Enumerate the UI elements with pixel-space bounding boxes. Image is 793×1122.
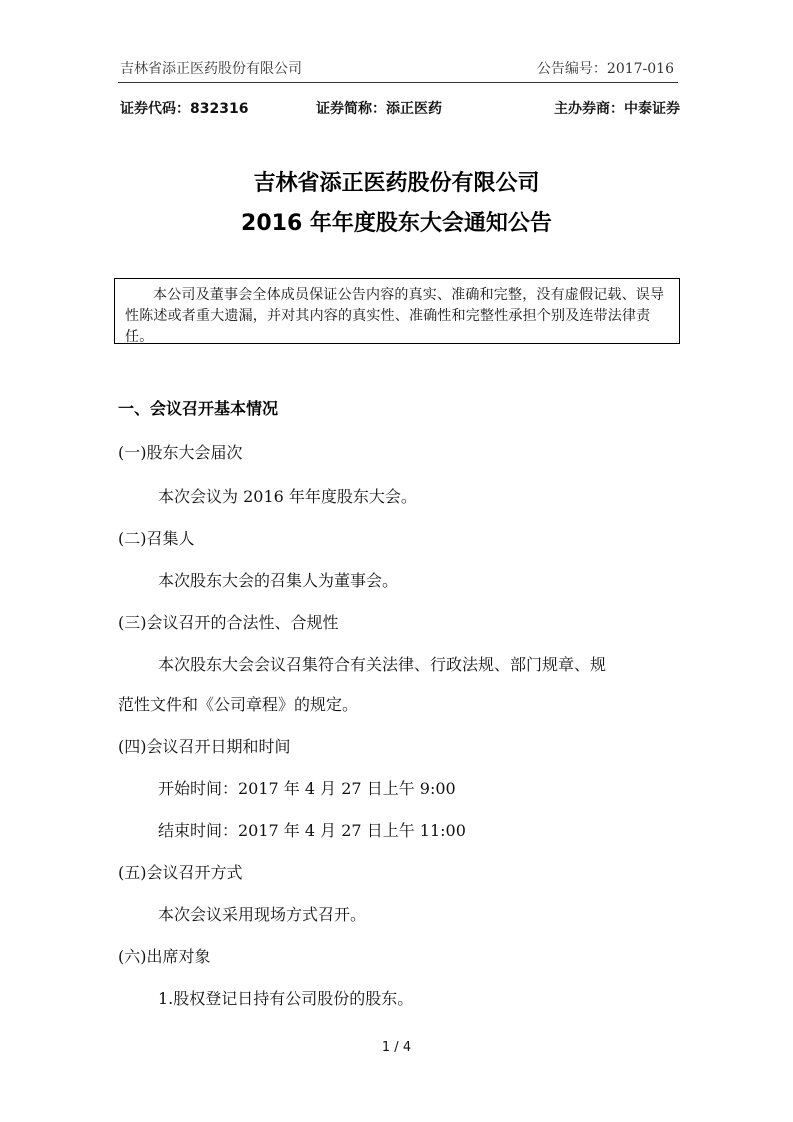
header-notice-number: 公告编号：2017-016 [536,61,674,77]
subsection-heading-3: (三)会议召开的合法性、合规性 [118,613,339,632]
subsection-heading-2: (二)召集人 [118,529,195,548]
subsection-text-3b: 范性文件和《公司章程》的规定。 [118,695,359,714]
subsection-heading-5: (五)会议召开方式 [118,863,243,882]
document-title-line1: 吉林省添正医药股份有限公司 [253,171,540,196]
securities-info-row [120,96,680,118]
running-header [118,56,678,83]
subsection-heading-1: (一)股东大会届次 [118,443,243,462]
meeting-start-time: 开始时间：2017 年 4 月 27 日上午 9:00 [158,779,456,798]
header-company-name: 吉林省添正医药股份有限公司 [120,61,302,77]
page-number: 1 / 4 [381,1040,412,1055]
meeting-end-time: 结束时间：2017 年 4 月 27 日上午 11:00 [158,821,466,840]
section-heading-1: 一、会议召开基本情况 [118,399,279,418]
disclaimer-box: 本公司及董事会全体成员保证公告内容的真实、准确和完整，没有虚假记载、误导性陈述或者重大遗漏，并对其内容的真实性、准确性和完整性承担个别及连带法律责任。 [114,278,680,344]
attendee-item-1: 1.股权登记日持有公司股份的股东。 [158,989,414,1008]
securities-code: 证券代码：832316 [120,101,249,117]
subsection-text-2: 本次股东大会的召集人为董事会。 [158,571,399,590]
securities-short-name: 证券简称：添正医药 [316,101,442,117]
document-title-line2: 2016 年年度股东大会通知公告 [241,211,552,236]
sponsor-broker: 主办券商：中泰证券 [554,101,680,117]
subsection-text-3a: 本次股东大会会议召集符合有关法律、行政法规、部门规章、规 [158,655,607,674]
subsection-heading-6: (六)出席对象 [118,947,211,966]
subsection-text-1: 本次会议为 2016 年年度股东大会。 [158,487,417,506]
subsection-heading-4: (四)会议召开日期和时间 [118,737,291,756]
subsection-text-5: 本次会议采用现场方式召开。 [158,905,367,924]
